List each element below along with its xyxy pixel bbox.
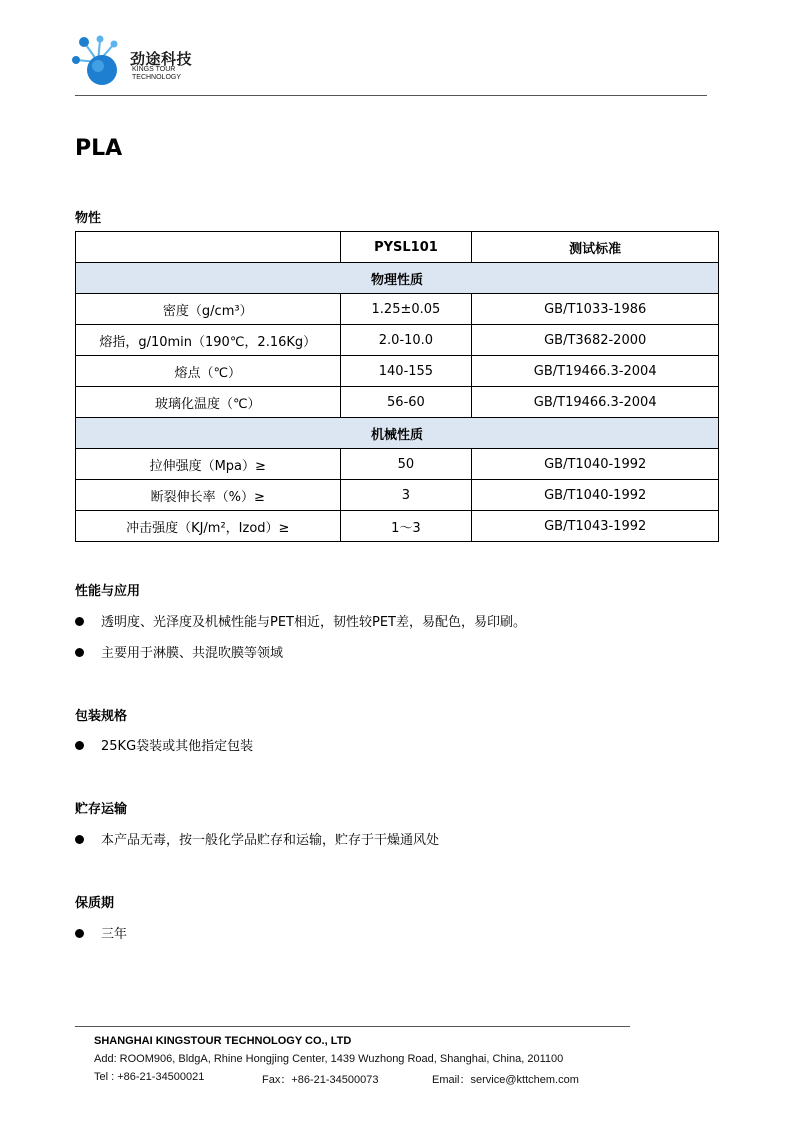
table-header-cell: [76, 232, 341, 263]
footer-email: Email：service@kttchem.com: [432, 1074, 579, 1086]
property-value: 1.25±0.05: [340, 294, 472, 325]
bullet-icon: [75, 648, 84, 657]
table-row: [76, 511, 719, 542]
list-item: [75, 829, 439, 848]
header-divider: [75, 95, 707, 96]
list-item-text: 本产品无毒，按一般化学品贮存和运输，贮存于干燥通风处: [101, 833, 440, 848]
list-item: [75, 642, 283, 661]
footer-address: Add: ROOM906, BldgA, Rhine Hongjing Center, 1439 Wuzhong Road, Shanghai, China, 201100: [94, 1053, 564, 1065]
property-label: 拉伸强度（Mpa）≥: [76, 449, 341, 480]
document-title: PLA: [75, 136, 123, 161]
table-header-row: [76, 232, 719, 263]
table-row: [76, 325, 719, 356]
table-header-cell: PYSL101: [340, 232, 472, 263]
property-label: 密度（g/cm³）: [76, 294, 341, 325]
table-row: [76, 356, 719, 387]
group-label: 物理性质: [76, 263, 719, 294]
footer-company: SHANGHAI KINGSTOUR TECHNOLOGY CO., LTD: [94, 1035, 352, 1047]
property-standard: GB/T1040-1992: [472, 480, 719, 511]
logo-chinese-name: 劲途科技: [130, 50, 193, 68]
bullet-icon: [75, 929, 84, 938]
packaging-heading: 包装规格: [75, 709, 128, 724]
property-standard: GB/T1043-1992: [472, 511, 719, 542]
list-item: [75, 735, 253, 754]
list-item: [75, 923, 127, 942]
property-standard: GB/T1033-1986: [472, 294, 719, 325]
property-label: 断裂伸长率（%）≥: [76, 480, 341, 511]
properties-table: [75, 231, 719, 542]
table-row: [76, 449, 719, 480]
molecule-logo-icon: [70, 30, 130, 90]
footer-divider: [75, 1026, 630, 1027]
property-value: 140-155: [340, 356, 472, 387]
table-row: [76, 387, 719, 418]
property-standard: GB/T1040-1992: [472, 449, 719, 480]
table-row: [76, 294, 719, 325]
footer-fax: Fax：+86-21-34500073: [262, 1074, 379, 1086]
table-header-cell: 测试标准: [472, 232, 719, 263]
bullet-icon: [75, 617, 84, 626]
list-item-text: 25KG袋装或其他指定包装: [101, 739, 254, 754]
list-item-text: 透明度、光泽度及机械性能与PET相近，韧性较PET差，易配色，易印刷。: [101, 615, 526, 630]
group-label: 机械性质: [76, 418, 719, 449]
table-row: [76, 480, 719, 511]
performance-heading: 性能与应用: [75, 584, 141, 599]
property-label: 熔点（℃）: [76, 356, 341, 387]
property-standard: GB/T3682-2000: [472, 325, 719, 356]
property-value: 2.0-10.0: [340, 325, 472, 356]
property-value: 1～3: [340, 511, 472, 542]
storage-heading: 贮存运输: [75, 802, 128, 817]
company-logo: [70, 30, 210, 90]
footer-tel: Tel : +86-21-34500021: [94, 1071, 205, 1083]
list-item-text: 三年: [101, 927, 128, 942]
property-value: 50: [340, 449, 472, 480]
list-item: [75, 611, 526, 630]
table-group-row: [76, 418, 719, 449]
property-standard: GB/T19466.3-2004: [472, 387, 719, 418]
bullet-icon: [75, 741, 84, 750]
property-label: 冲击强度（KJ/m²，Izod）≥: [76, 511, 341, 542]
property-label: 玻璃化温度（℃）: [76, 387, 341, 418]
bullet-icon: [75, 835, 84, 844]
property-standard: GB/T19466.3-2004: [472, 356, 719, 387]
table-group-row: [76, 263, 719, 294]
property-value: 56-60: [340, 387, 472, 418]
property-value: 3: [340, 480, 472, 511]
properties-heading: 物性: [75, 211, 102, 226]
logo-english-line2: TECHNOLOGY: [132, 74, 182, 81]
property-label: 熔指，g/10min（190℃，2.16Kg）: [76, 325, 341, 356]
shelf-life-heading: 保质期: [75, 896, 115, 911]
logo-english-line1: KINGS TOUR: [132, 66, 176, 73]
list-item-text: 主要用于淋膜、共混吹膜等领域: [101, 646, 284, 661]
